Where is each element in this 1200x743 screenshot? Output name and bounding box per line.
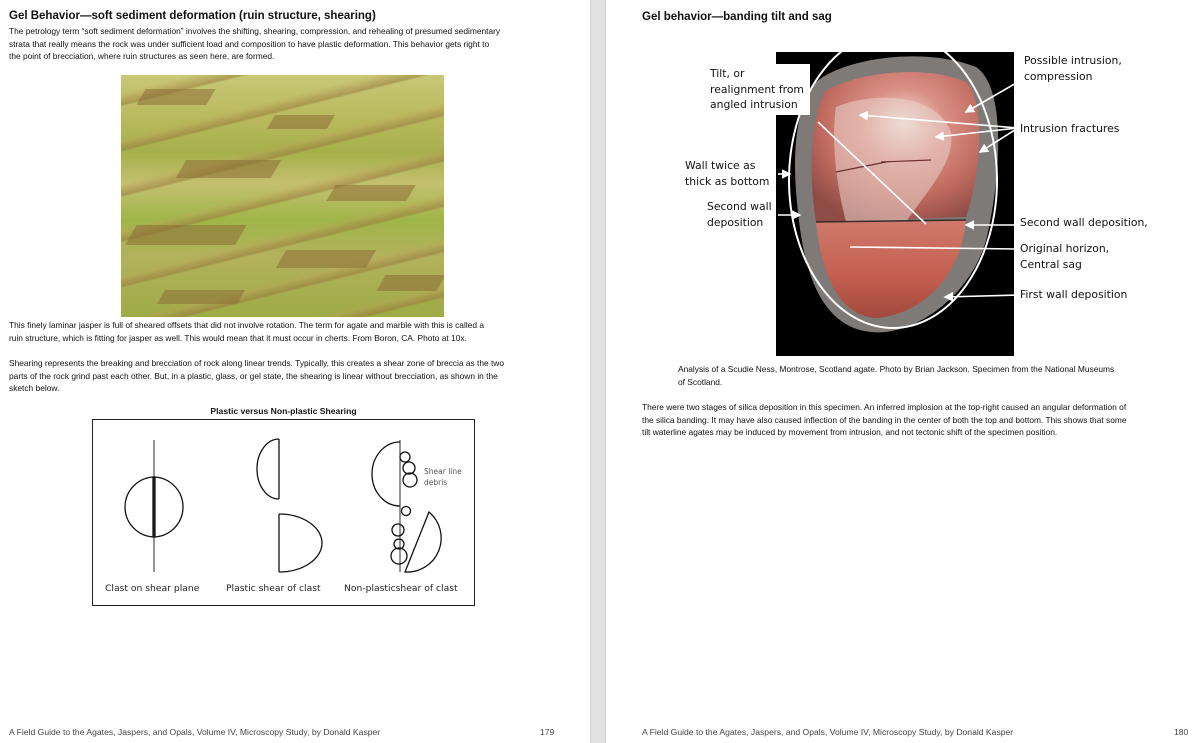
shearing-diagram-title: Plastic versus Non-plastic Shearing bbox=[210, 406, 357, 416]
callout-line: Central sag bbox=[1020, 257, 1082, 271]
left-page-heading: Gel Behavior—soft sediment deformation (ruin structure, shearing) bbox=[9, 10, 376, 22]
callout-line: First wall deposition bbox=[1020, 288, 1128, 301]
shearing-sketch bbox=[93, 420, 476, 607]
callout-line: realignment from bbox=[710, 82, 804, 96]
debris-label-line: Shear line bbox=[424, 467, 462, 476]
intro-line: The petrology term “soft sediment deformation” involves the shifting, shearing, compression, and rehealing of presumed sedimentary bbox=[9, 26, 501, 36]
photo-caption bbox=[9, 319, 484, 344]
callout-line: Wall twice as bbox=[685, 159, 756, 172]
left-footer-title: A Field Guide to the Agates, Jaspers, and Opals, Volume IV, Microscopy Study, by Donald Kasper bbox=[9, 727, 381, 737]
callout-original-horizon bbox=[1020, 241, 1109, 272]
callout-line: Original horizon, bbox=[1020, 242, 1110, 255]
diagram-label-debris bbox=[424, 466, 462, 488]
callout-line: thick as bottom bbox=[685, 174, 770, 188]
callout-line: Second wall deposition, bbox=[1020, 216, 1148, 229]
caption-line: This finely laminar jasper is full of sheared offsets that did not involve rotation. The term for agate and marble with this is called a bbox=[9, 320, 484, 330]
body-line: There were two stages of silica deposition in this specimen. An inferred implosion at the top-right caused an angular deformation of bbox=[642, 402, 1127, 412]
intro-line: strata that really means the rock was under sufficient load and composition to have plastic deformation. This behavior gets right to bbox=[9, 38, 490, 49]
jasper-ruin-structure-photo bbox=[121, 75, 444, 317]
left-page bbox=[0, 0, 590, 743]
debris-label-line: debris bbox=[424, 478, 448, 487]
caption-line: ruin structure, which is fitting for jasper as well. This would mean that it must occur in cherts. From Boron, CA. Photo at 10x. bbox=[9, 332, 467, 343]
shearing-line: sketch below. bbox=[9, 383, 60, 394]
shearing-line: parts of the rock grind past each other. But, in a plastic, glass, or gel state, the shearing is linear without brecciation, as shown in the bbox=[9, 370, 498, 381]
callout-line: Second wall bbox=[707, 200, 772, 213]
shearing-line: Shearing represents the breaking and brecciation of rock along linear trends. Typically, this creates a shear zone of breccia as the two bbox=[9, 358, 505, 368]
diagram-label-plastic: Plastic shear of clast bbox=[226, 583, 321, 594]
callout-line: Possible intrusion, bbox=[1024, 54, 1122, 67]
callout-second-wall-left bbox=[707, 199, 772, 230]
caption-line: of Scotland. bbox=[678, 376, 723, 387]
callout-line: compression bbox=[1024, 69, 1093, 83]
intro-line: the point of brecciation, where ruin structures as seen here, are formed. bbox=[9, 51, 275, 62]
diagram-label-clast: Clast on shear plane bbox=[105, 583, 200, 594]
callout-second-wall-right bbox=[1020, 215, 1148, 231]
right-footer-title: A Field Guide to the Agates, Jaspers, and Opals, Volume IV, Microscopy Study, by Donald Kasper bbox=[642, 727, 1014, 737]
diagram-label-nonplastic: Non-plasticshear of clast bbox=[344, 583, 458, 594]
shearing-diagram bbox=[92, 419, 475, 606]
callout-wall-twice bbox=[685, 158, 769, 189]
body-line: the silica banding. It may have also caused inflection of the banding in the center of both the top and bottom. This shows that some bbox=[642, 414, 1127, 425]
callout-line: Intrusion fractures bbox=[1020, 122, 1120, 135]
callout-tilt bbox=[706, 64, 810, 115]
right-page-number: 180 bbox=[1174, 727, 1189, 737]
caption-line: Analysis of a Scudie Ness, Montrose, Scotland agate. Photo by Brian Jackson. Specimen from the National Museums bbox=[678, 364, 1115, 374]
agate-photo-caption bbox=[678, 363, 1114, 388]
page-gutter bbox=[590, 0, 606, 743]
intro-paragraph bbox=[9, 25, 500, 63]
callout-intrusion-fractures bbox=[1020, 121, 1119, 137]
callout-possible-intrusion bbox=[1024, 53, 1122, 84]
agate-body-paragraph bbox=[642, 401, 1127, 439]
callout-line: deposition bbox=[707, 215, 764, 229]
left-page-number: 179 bbox=[540, 727, 555, 737]
body-line: tilt waterline agates may be induced by movement from intrusion, and not tectonic shift of the specimen position. bbox=[642, 427, 1058, 438]
callout-line: angled intrusion bbox=[710, 98, 798, 111]
callout-first-wall bbox=[1020, 287, 1127, 303]
right-page-heading: Gel behavior—banding tilt and sag bbox=[642, 11, 832, 23]
callout-line: Tilt, or bbox=[710, 67, 745, 80]
shearing-paragraph bbox=[9, 357, 504, 395]
